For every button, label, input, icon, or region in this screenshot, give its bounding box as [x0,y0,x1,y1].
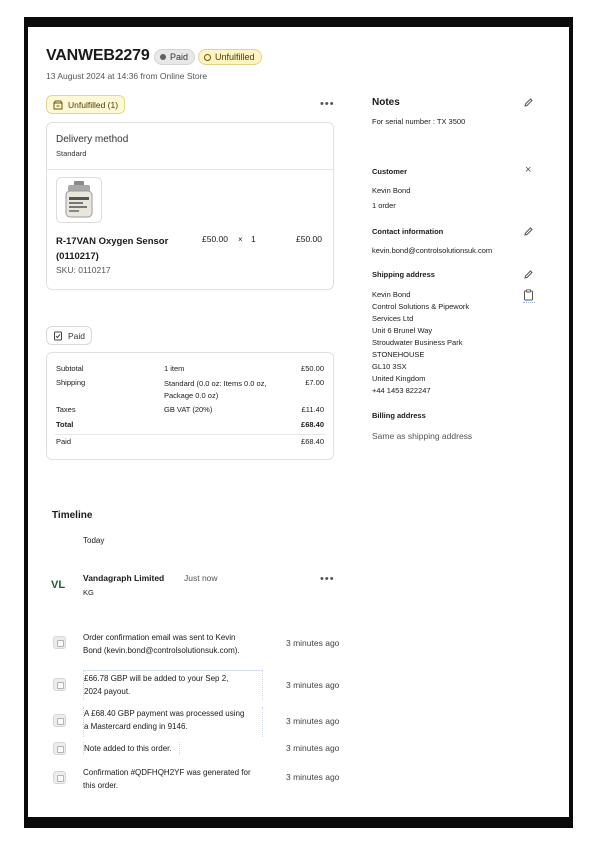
subtotal-detail: 1 item [164,364,185,373]
shipping-line: GL10 3SX [372,362,407,371]
notes-text: For serial number : TX 3500 [372,117,466,126]
timeline-heading: Timeline [52,510,93,521]
billing-address-value: Same as shipping address [372,431,473,441]
timeline-event-time: 3 minutes ago [286,638,340,648]
timeline-event-time: 3 minutes ago [286,716,340,726]
order-subtitle: 13 August 2024 at 14:36 from Online Store [46,71,208,81]
comment-time: Just now [184,573,218,583]
order-number: VANWEB2279 [46,47,150,64]
delivery-method-value: Standard [56,149,87,158]
shipping-label: Shipping [56,378,86,387]
payment-status-badge [154,49,195,65]
notes-heading: Notes [372,97,400,108]
paid-dot-icon [160,54,166,60]
edit-shipping-pencil-icon[interactable] [523,269,534,280]
unfulfilled-ring-icon [204,54,211,61]
unit-price: £50.00 [202,234,228,244]
unfulfilled-status-pill [46,95,125,114]
order-page [28,27,569,817]
taxes-amount: £11.40 [301,405,324,414]
shipping-detail: Standard (0.0 oz: Items 0.0 oz, Package 0.0 oz) [164,379,267,400]
card-divider [47,169,333,170]
total-label: Total [56,420,74,429]
billing-address-heading: Billing address [372,411,426,420]
close-icon[interactable]: × [525,164,532,176]
shipping-line: Unit 6 Brunel Way [372,326,433,335]
timeline-event-time: 3 minutes ago [286,680,340,690]
paid-divider [55,434,325,435]
product-sku: SKU: 0110217 [56,265,111,275]
fulfillment-status-text: Unfulfilled [215,52,255,62]
paid-status-pill [46,326,92,345]
timeline-event-time: 3 minutes ago [286,743,340,753]
product-thumbnail[interactable] [56,177,102,223]
timeline-day: Today [83,536,105,545]
fulfillment-status-badge [198,49,262,65]
more-icon[interactable]: ••• [320,98,335,110]
customer-name[interactable]: Kevin Bond [372,186,411,195]
shipping-address-heading: Shipping address [372,270,435,279]
clipboard-underline [523,302,535,303]
edit-contact-pencil-icon[interactable] [523,226,534,237]
customer-heading: Customer [372,167,408,176]
fulfillment-card [46,122,334,290]
edit-notes-pencil-icon[interactable] [523,97,534,108]
paid-amount: £68.40 [301,437,324,446]
timeline-event-text[interactable]: A £68.40 GBP payment was processed using a Mastercard ending in 9146. [83,707,263,737]
comment-more-icon[interactable]: ••• [320,573,335,585]
shipping-line: United Kingdom [372,374,426,383]
comment-text: KG [83,588,94,597]
timeline-event-text[interactable]: Confirmation #QDFHQH2YF was generated for this order. [83,768,251,790]
timeline-event-time: 3 minutes ago [286,772,340,782]
timeline-event-icon [53,771,66,784]
contact-heading: Contact information [372,227,444,236]
shipping-amount: £7.00 [305,378,324,387]
shipping-line: Services Ltd [372,314,414,323]
line-total: £50.00 [296,234,322,244]
timeline-event-text[interactable]: £66.78 GBP will be added to your Sep 2, 2024 payout. [83,670,263,700]
taxes-detail: GB VAT (20%) [164,405,213,414]
customer-orders[interactable]: 1 order [372,201,396,210]
paid-label: Paid [56,437,72,446]
subtotal-amount: £50.00 [301,364,324,373]
shipping-line: Stroudwater Business Park [372,338,463,347]
unfulfilled-status-label: Unfulfilled (1) [68,99,119,110]
timeline-event-icon [53,636,66,649]
customer-email[interactable]: kevin.bond@controlsolutionsuk.com [372,246,493,255]
shipping-address-block [372,289,469,397]
shipping-line: +44 1453 822247 [372,386,431,395]
shipping-line: Control Solutions & Pipework [372,302,470,311]
timeline-event-text[interactable]: Note added to this order. [83,742,180,755]
avatar: VL [51,579,66,591]
times-symbol: × [238,235,243,244]
copy-address-clipboard-icon[interactable] [523,289,534,301]
taxes-label: Taxes [56,405,76,414]
timeline-event-icon [53,714,66,727]
quantity: 1 [251,234,256,244]
delivery-method-label: Delivery method [56,134,129,145]
shipping-line: Kevin Bond [372,290,411,299]
oxygen-sensor-image [57,178,101,222]
timeline-event-icon [53,742,66,755]
product-name[interactable]: R-17VAN Oxygen Sensor (0110217) [56,236,169,262]
receipt-icon [53,331,63,341]
timeline-event-text[interactable]: Order confirmation email was sent to Kevin Bond (kevin.bond@controlsolutionsuk.com). [83,633,240,655]
payment-summary-card [46,352,334,460]
shipping-line: STONEHOUSE [372,350,425,359]
total-amount: £68.40 [301,420,324,429]
payment-status-text: Paid [170,52,189,62]
paid-status-label: Paid [68,330,86,341]
comment-author: Vandagraph Limited [83,573,165,583]
box-icon [53,100,63,110]
subtotal-label: Subtotal [56,364,84,373]
timeline-event-icon [53,678,66,691]
